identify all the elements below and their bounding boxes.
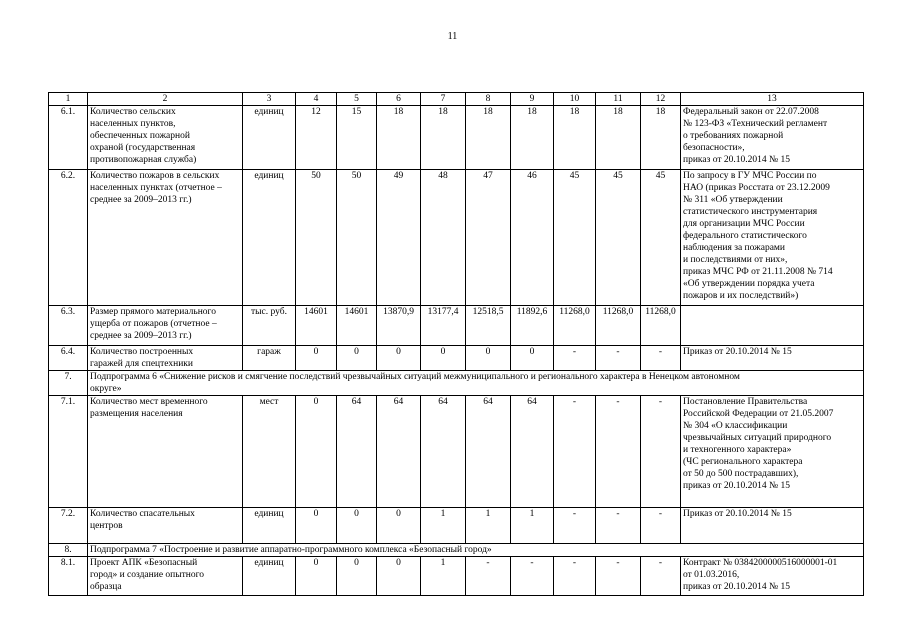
section-title (88, 544, 864, 557)
source-line: пожаров и их последствий») (683, 291, 799, 301)
value-cell: 47 (466, 170, 511, 306)
indicator-name-line: противопожарная служба) (90, 155, 197, 165)
value-cell: 18 (511, 106, 554, 170)
table-row (49, 508, 864, 544)
value-cell: - (641, 508, 681, 544)
value-cell: 1 (511, 508, 554, 544)
value-cell: - (554, 557, 596, 596)
source-line: от 01.03.2016, (683, 570, 740, 580)
value-cell: 13177,4 (421, 306, 466, 346)
value-cell: 12 (296, 106, 337, 170)
column-header: 5 (337, 93, 377, 106)
source-line: № 123-ФЗ «Технический регламент (683, 119, 828, 129)
value-cell: 45 (596, 170, 641, 306)
source-line: о требованиях пожарной (683, 131, 784, 141)
indicator-name-line: среднее за 2009–2013 гг.) (90, 331, 192, 341)
value-cell: 50 (296, 170, 337, 306)
source-line: № 311 «Об утверждении (683, 195, 783, 205)
value-cell: - (554, 346, 596, 371)
column-number-row (49, 93, 864, 106)
value-cell: 1 (466, 508, 511, 544)
value-cell: - (596, 508, 641, 544)
source-line: федерального статистического (683, 231, 807, 241)
value-cell: 18 (466, 106, 511, 170)
value-cell: 48 (421, 170, 466, 306)
row-number: 8.1. (49, 557, 88, 596)
indicator-name-line: Проект АПК «Безопасный (90, 558, 198, 568)
source-cell (681, 170, 864, 306)
source-cell (681, 557, 864, 596)
column-header: 7 (421, 93, 466, 106)
column-header: 4 (296, 93, 337, 106)
value-cell: - (596, 557, 641, 596)
value-cell: 0 (377, 346, 421, 371)
table-row (49, 306, 864, 346)
value-cell: 64 (377, 396, 421, 508)
value-cell: 64 (421, 396, 466, 508)
value-cell: - (641, 396, 681, 508)
value-cell: 45 (554, 170, 596, 306)
section-number: 8. (49, 544, 88, 557)
section-title-line: Подпрограмма 7 «Построение и развитие аппаратно-программного комплекса «Безопасный город» (90, 545, 492, 555)
table-row (49, 557, 864, 596)
section-row (49, 544, 864, 557)
section-row (49, 371, 864, 396)
column-header: 8 (466, 93, 511, 106)
indicator-name-line: размещения населения (90, 409, 183, 419)
value-cell: - (554, 396, 596, 508)
section-number: 7. (49, 371, 88, 396)
source-line: безопасности», (683, 143, 745, 153)
value-cell: 49 (377, 170, 421, 306)
source-line: наблюдения за пожарами (683, 243, 785, 253)
value-cell: - (511, 557, 554, 596)
value-cell: 13870,9 (377, 306, 421, 346)
column-header: 12 (641, 93, 681, 106)
indicator-name-line: населенных пунктов, (90, 119, 176, 129)
row-number: 6.4. (49, 346, 88, 371)
value-cell: 0 (511, 346, 554, 371)
value-cell: 50 (337, 170, 377, 306)
value-cell: - (596, 396, 641, 508)
value-cell: 14601 (337, 306, 377, 346)
value-cell: 64 (466, 396, 511, 508)
value-cell: 11268,0 (641, 306, 681, 346)
value-cell: 0 (296, 557, 337, 596)
source-line: По запросу в ГУ МЧС России по (683, 171, 817, 181)
value-cell: 18 (641, 106, 681, 170)
source-line: НАО (приказ Росстата от 23.12.2009 (683, 183, 830, 193)
indicator-name-line: образца (90, 582, 122, 592)
table-row (49, 396, 864, 508)
indicator-name (88, 170, 243, 306)
column-header: 1 (49, 93, 88, 106)
value-cell: 0 (466, 346, 511, 371)
source-cell (681, 346, 864, 371)
indicator-name (88, 346, 243, 371)
column-header: 3 (243, 93, 296, 106)
value-cell: 0 (337, 557, 377, 596)
indicator-name-line: центров (90, 521, 123, 531)
value-cell: 11268,0 (554, 306, 596, 346)
source-line: Контракт № 0384200000516000001-01 (683, 558, 838, 568)
value-cell: 18 (421, 106, 466, 170)
source-cell (681, 508, 864, 544)
source-line: для организации МЧС России (683, 219, 805, 229)
column-header: 10 (554, 93, 596, 106)
unit-cell: тыс. руб. (243, 306, 296, 346)
value-cell: - (554, 508, 596, 544)
row-number: 6.1. (49, 106, 88, 170)
value-cell: 18 (596, 106, 641, 170)
indicator-name (88, 306, 243, 346)
column-header: 9 (511, 93, 554, 106)
unit-cell: гараж (243, 346, 296, 371)
value-cell: 14601 (296, 306, 337, 346)
unit-cell: единиц (243, 508, 296, 544)
column-header: 2 (88, 93, 243, 106)
value-cell: - (466, 557, 511, 596)
value-cell: 18 (377, 106, 421, 170)
row-number: 6.3. (49, 306, 88, 346)
indicator-name-line: Количество спасательных (90, 509, 195, 519)
indicator-name-line: обеспеченных пожарной (90, 131, 190, 141)
value-cell: 0 (296, 346, 337, 371)
section-title-line: Подпрограмма 6 «Снижение рисков и смягчение последствий чрезвычайных ситуаций межмуниципального и регионального характера в Ненецком автономном (90, 372, 740, 382)
source-line: статистического инструментария (683, 207, 818, 217)
row-number: 6.2. (49, 170, 88, 306)
value-cell: 0 (296, 396, 337, 508)
unit-cell: единиц (243, 557, 296, 596)
value-cell: 11268,0 (596, 306, 641, 346)
value-cell: 64 (337, 396, 377, 508)
indicator-name (88, 557, 243, 596)
row-number: 7.2. (49, 508, 88, 544)
indicators-table (48, 92, 864, 596)
column-header: 13 (681, 93, 864, 106)
table-body (49, 93, 864, 596)
value-cell: 1 (421, 557, 466, 596)
value-cell: 1 (421, 508, 466, 544)
unit-cell: единиц (243, 106, 296, 170)
source-line: Приказ от 20.10.2014 № 15 (683, 347, 792, 357)
indicator-name-line: город» и создание опытного (90, 570, 205, 580)
unit-cell: мест (243, 396, 296, 508)
page-number: 11 (447, 31, 458, 42)
source-cell (681, 106, 864, 170)
column-header: 11 (596, 93, 641, 106)
value-cell: 0 (337, 346, 377, 371)
indicator-name-line: Размер прямого материального (90, 307, 216, 317)
value-cell: - (641, 557, 681, 596)
value-cell: - (641, 346, 681, 371)
indicator-name-line: Количество сельских (90, 107, 176, 117)
source-line: Российской Федерации от 21.05.2007 (683, 409, 834, 419)
source-line: Постановление Правительства (683, 397, 808, 407)
indicator-name-line: Количество построенных (90, 347, 194, 357)
indicator-name-line: среднее за 2009–2013 гг.) (90, 195, 192, 205)
source-line: приказ от 20.10.2014 № 15 (683, 481, 790, 491)
row-number: 7.1. (49, 396, 88, 508)
value-cell: 18 (554, 106, 596, 170)
column-header: 6 (377, 93, 421, 106)
value-cell: 0 (377, 557, 421, 596)
value-cell: 45 (641, 170, 681, 306)
indicator-name (88, 396, 243, 508)
value-cell: 0 (296, 508, 337, 544)
indicator-name (88, 508, 243, 544)
value-cell: 0 (377, 508, 421, 544)
indicator-name-line: охраной (государственная (90, 143, 196, 153)
indicator-name-line: Количество пожаров в сельских (90, 171, 220, 181)
value-cell: 64 (511, 396, 554, 508)
section-title (88, 371, 864, 396)
value-cell: - (596, 346, 641, 371)
indicator-name-line: ущерба от пожаров (отчетное – (90, 319, 217, 329)
indicator-name-line: гаражей для спецтехники (90, 359, 193, 369)
value-cell: 0 (421, 346, 466, 371)
source-line: (ЧС регионального характера (683, 457, 803, 467)
source-line: от 50 до 500 пострадавших), (683, 469, 799, 479)
indicator-name-line: населенных пунктах (отчетное – (90, 183, 222, 193)
source-line: № 304 «О классификации (683, 421, 788, 431)
table-row (49, 346, 864, 371)
source-line: приказ от 20.10.2014 № 15 (683, 582, 790, 592)
source-cell (681, 396, 864, 508)
indicator-name-line: Количество мест временного (90, 397, 208, 407)
source-line: и последствиями от них», (683, 255, 788, 265)
value-cell: 11892,6 (511, 306, 554, 346)
source-line: и техногенного характера» (683, 445, 792, 455)
section-title-line: округе» (90, 384, 122, 394)
source-line: Приказ от 20.10.2014 № 15 (683, 509, 792, 519)
indicator-name (88, 106, 243, 170)
value-cell: 15 (337, 106, 377, 170)
table-row (49, 106, 864, 170)
source-line: чрезвычайных ситуаций природного (683, 433, 832, 443)
unit-cell: единиц (243, 170, 296, 306)
value-cell: 12518,5 (466, 306, 511, 346)
value-cell: 46 (511, 170, 554, 306)
source-line: Федеральный закон от 22.07.2008 (683, 107, 819, 117)
source-cell (681, 306, 864, 346)
table-row (49, 170, 864, 306)
source-line: приказ МЧС РФ от 21.11.2008 № 714 (683, 267, 833, 277)
source-line: приказ от 20.10.2014 № 15 (683, 155, 790, 165)
value-cell: 0 (337, 508, 377, 544)
source-line: «Об утверждении порядка учета (683, 279, 815, 289)
